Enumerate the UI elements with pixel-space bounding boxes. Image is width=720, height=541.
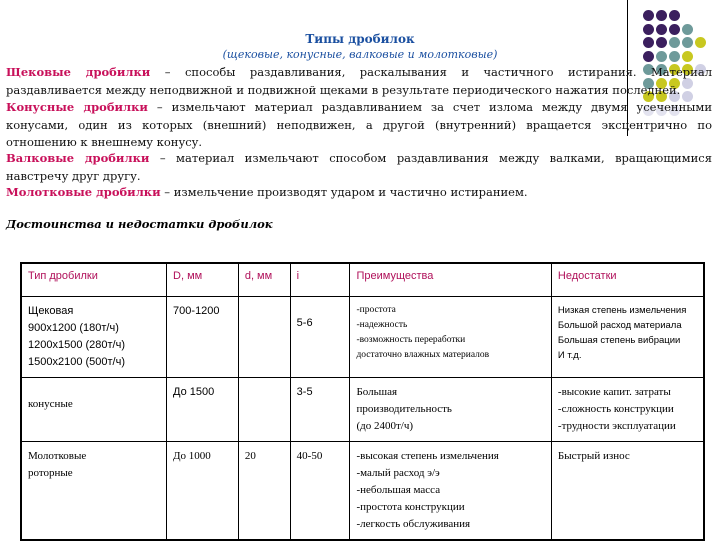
cell-i xyxy=(290,378,350,442)
section-heading: Достоинства и недостатки дробилок xyxy=(6,217,273,231)
definition: – измельчают материал раздавливанием за счет излома между двумя усеченными конусами, один из которых (внешний) неподвижен, а другой (внутренний) вращается эксцентрично по отношению к внешнему конусу. xyxy=(6,100,712,149)
header-pros: Преимущества xyxy=(350,263,551,297)
definition: – способы раздавливания, раскалывания и частичного истирания. Материал раздавливается между неподвижной и подвижной щеками в результате периодического нажатия последней. xyxy=(6,65,712,97)
cell-type xyxy=(21,378,167,442)
cell-type-line: 1200x1500 (280т/ч) xyxy=(28,339,126,351)
header-d: d, мм xyxy=(238,263,290,297)
header-cons: Недостатки xyxy=(551,263,704,297)
table-row xyxy=(21,442,704,541)
cell-D xyxy=(167,442,239,541)
cell-d xyxy=(238,297,290,378)
cell-D-line: До 1500 xyxy=(173,386,215,398)
cell-i-line: 3-5 xyxy=(296,386,313,398)
cell-pros-line: -высокая степень измельчения xyxy=(356,450,499,462)
cell-pros-line: -простота конструкции xyxy=(356,501,465,513)
header-type: Тип дробилки xyxy=(21,263,167,297)
cell-pros-line: -малый расход э/э xyxy=(356,467,440,479)
paragraph-cone xyxy=(6,99,712,152)
crushers-table xyxy=(20,262,705,541)
cell-D xyxy=(167,378,239,442)
cell-pros xyxy=(350,378,551,442)
cell-cons-line: Быстрый износ xyxy=(557,450,630,462)
cell-cons-line: -сложность конструкции xyxy=(557,403,674,415)
paragraph-jaw xyxy=(6,64,712,99)
decorative-dot xyxy=(656,10,667,21)
cell-type-line: Щековая xyxy=(28,305,74,317)
definition: – материал измельчают способом раздавливания между валками, вращающимися навстречу друг другу. xyxy=(6,151,712,183)
cell-pros-line: -небольшая масса xyxy=(356,484,441,496)
cell-cons-line: Большая степень вибрации xyxy=(557,335,681,346)
cell-cons xyxy=(551,378,704,442)
cell-pros-line: (до 2400т/ч) xyxy=(356,420,414,432)
table-row xyxy=(21,378,704,442)
table-row xyxy=(21,297,704,378)
decorative-dot xyxy=(669,10,680,21)
cell-cons-line: -трудности эксплуатации xyxy=(557,420,676,432)
cell-type-line: конусные xyxy=(28,398,73,410)
definition: – измельчение производят ударом и частично истиранием. xyxy=(160,185,528,199)
paragraph-hammer xyxy=(6,184,712,202)
page-subtitle: (щековые, конусные, валковые и молотковые) xyxy=(222,48,498,61)
cell-cons-line: И т.д. xyxy=(557,350,582,361)
cell-cons-line: Низкая степень измельчения xyxy=(557,305,687,316)
cell-pros-line: Большая xyxy=(356,386,398,398)
cell-d-line: 20 xyxy=(244,450,256,462)
cell-pros-line: -простота xyxy=(356,305,396,315)
cell-D-line: До 1000 xyxy=(173,450,211,462)
cell-type xyxy=(21,297,167,378)
cell-i-line: 5-6 xyxy=(296,317,313,329)
decorative-dot xyxy=(643,10,654,21)
term: Конусные дробилки xyxy=(6,100,148,114)
term: Валковые дробилки xyxy=(6,151,150,165)
cell-type-line: 900x1200 (180т/ч) xyxy=(28,322,119,334)
cell-d xyxy=(238,378,290,442)
header-i: i xyxy=(290,263,350,297)
header-D: D, мм xyxy=(167,263,239,297)
cell-i xyxy=(290,442,350,541)
cell-cons xyxy=(551,442,704,541)
cell-type-line: Молотковые xyxy=(28,450,87,462)
cell-type xyxy=(21,442,167,541)
cell-pros-line: достаточно влажных материалов xyxy=(356,350,490,360)
cell-cons xyxy=(551,297,704,378)
cell-cons-line: -высокие капит. затраты xyxy=(557,386,671,398)
term: Молотковые дробилки xyxy=(6,185,161,199)
cell-pros xyxy=(350,442,551,541)
cell-type-line: роторные xyxy=(28,467,73,479)
table-header-row xyxy=(21,263,704,297)
cell-pros-line: -легкость обслуживания xyxy=(356,518,471,530)
page-title: Типы дробилок xyxy=(305,32,415,46)
cell-D-line: 700-1200 xyxy=(173,305,220,317)
cell-pros-line: -возможность переработки xyxy=(356,335,466,345)
cell-pros-line: -надежность xyxy=(356,320,408,330)
cell-i xyxy=(290,297,350,378)
cell-type-line: 1500x2100 (500т/ч) xyxy=(28,356,126,368)
cell-cons-line: Большой расход материала xyxy=(557,320,682,331)
cell-pros-line: производительность xyxy=(356,403,452,415)
cell-d xyxy=(238,442,290,541)
cell-i-line: 40-50 xyxy=(296,450,323,462)
term: Щековые дробилки xyxy=(6,65,151,79)
cell-D xyxy=(167,297,239,378)
paragraph-roll xyxy=(6,150,712,185)
cell-pros xyxy=(350,297,551,378)
